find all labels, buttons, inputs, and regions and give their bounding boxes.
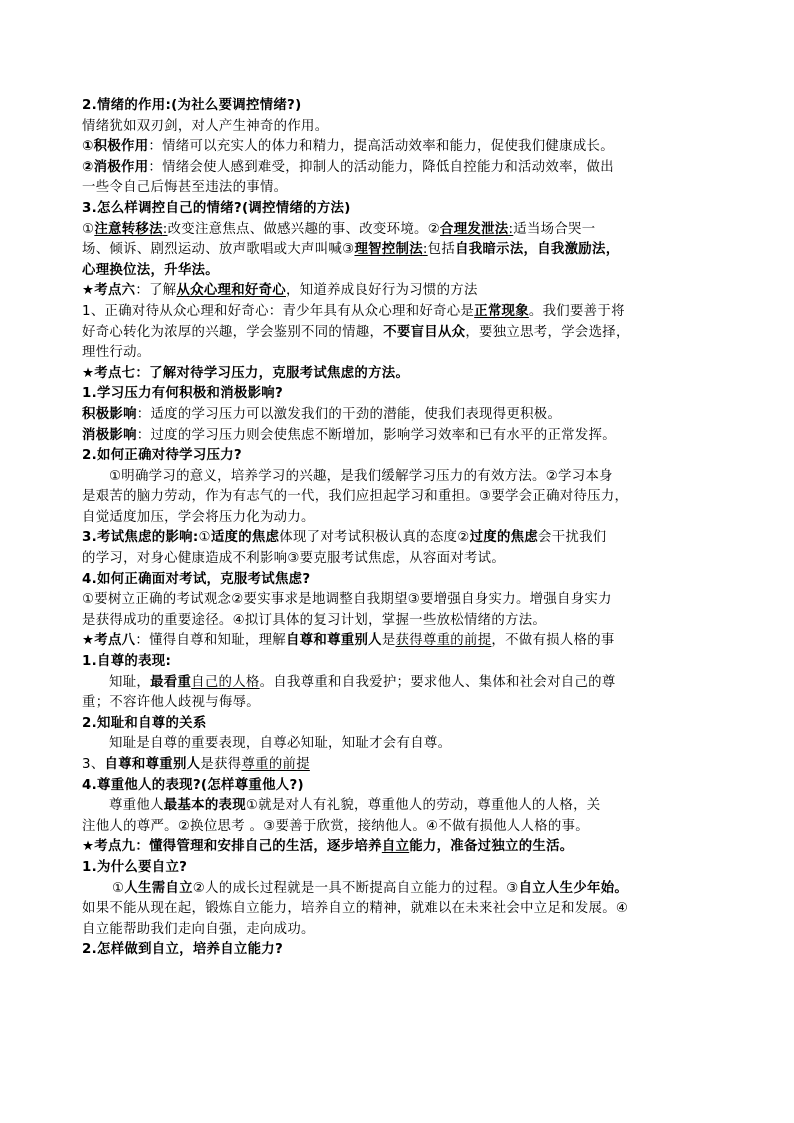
text-segment: ②人的成长过程就是一具不断提高自立能力的过程。③ — [192, 880, 519, 896]
text-segment: 适当场合哭一 — [513, 221, 596, 237]
text-line — [82, 199, 714, 220]
text-segment: 1.学习压力有何积极和消极影响? — [82, 386, 284, 402]
text-segment: ①积极作用 — [82, 139, 149, 155]
text-line — [82, 837, 714, 858]
text-line — [82, 817, 714, 838]
text-segment: ：了解 — [135, 283, 177, 299]
text-segment: 自己的人格 — [191, 674, 260, 690]
text-segment: 4.尊重他人的表现?(怎样尊重他人?) — [82, 777, 304, 793]
text-line — [82, 96, 714, 117]
text-segment: 。我们要善于将 — [528, 303, 625, 319]
text-segment: 尊重他人 — [109, 798, 164, 814]
text-line — [82, 178, 714, 199]
text-line — [82, 220, 714, 241]
text-segment: 自立人生少年始。 — [518, 880, 629, 896]
text-segment: 2.知耻和自尊的关系 — [82, 715, 207, 731]
text-segment: ②消极作用 — [82, 159, 149, 175]
text-line — [82, 426, 714, 447]
text-line — [82, 631, 714, 652]
text-line — [82, 364, 714, 385]
text-segment: 知耻是自尊的重要表现，自尊必知耻，知耻才会有自尊。 — [109, 736, 452, 752]
text-segment: ① — [198, 530, 211, 546]
text-segment: 如果不能从现在起，锻炼自立能力，培养自立的精神，就难以在未来社会中立足和发展。④ — [82, 901, 629, 917]
text-segment: ，不做有损人格的事 — [491, 633, 615, 649]
text-line — [82, 714, 714, 735]
text-segment: 1、正确对待从众心理和好奇心：青少年具有从众心理和好奇心是 — [82, 303, 475, 319]
text-line — [82, 590, 714, 611]
text-line — [82, 755, 714, 776]
text-segment: 1.为什么要自立? — [82, 859, 188, 875]
text-segment: 2.如何正确对待学习压力? — [82, 448, 242, 464]
text-segment: 从众心理和好奇心 — [176, 283, 286, 299]
text-segment: 是艰苦的脑力劳动，作为有志气的一代，我们应担起学习和重担。③要学会正确对待压力， — [82, 489, 629, 505]
text-segment: 自我暗示法，自我激励法， — [455, 242, 620, 258]
text-segment: ①明确学习的意义，培养学习的兴趣，是我们缓解学习压力的有效方法。②学习本身 — [109, 468, 613, 484]
text-segment: 自尊和尊重别人 — [104, 757, 201, 772]
text-segment: 改变注意焦点、做感兴趣的事、改变环境。② — [167, 221, 441, 237]
text-segment: 自立 — [381, 839, 410, 855]
text-segment: 1.自尊的表现: — [82, 654, 172, 670]
text-segment: 2.怎样做到自立，培养自立能力? — [82, 942, 284, 958]
text-segment: 不要盲目从众 — [383, 324, 466, 340]
text-segment: 4.如何正确面对考试，克服考试焦虑? — [82, 571, 311, 587]
text-segment: 3.考试焦虑的影响: — [82, 530, 199, 546]
text-segment: ：情绪可以充实人的体力和精力，提高活动效率和能力，促使我们健康成长。 — [148, 139, 614, 155]
text-line — [82, 796, 714, 817]
text-segment: 获得尊重的前提 — [395, 633, 492, 649]
text-line — [82, 467, 714, 488]
text-segment: 积极影响 — [82, 406, 137, 422]
text-segment: 自尊和尊重别人 — [286, 633, 382, 649]
text-segment: 自觉适度加压，学会将压力化为动力。 — [82, 509, 315, 525]
text-segment: 最基本的表现 — [163, 798, 246, 814]
text-line — [82, 920, 714, 941]
text-segment: ：过度的学习压力则会使焦虑不断增加，影响学习效率和已有水平的正常发挥。 — [136, 427, 616, 443]
text-line — [82, 405, 714, 426]
text-segment: 最看重 — [150, 674, 192, 690]
text-line — [82, 611, 714, 632]
text-segment: 尊重的前提 — [241, 757, 310, 772]
text-line — [82, 137, 714, 158]
text-segment: 一些令自己后悔甚至违法的事情。 — [82, 180, 288, 196]
text-line — [82, 323, 714, 344]
text-segment: ①就是对人有礼貌，尊重他人的劳动，尊重他人的人格，关 — [245, 798, 601, 814]
text-line — [82, 508, 714, 529]
text-segment: 场、倾诉、剧烈运动、放声歌唱或大声叫喊③ — [82, 242, 355, 258]
text-segment: 合理发泄法 — [440, 221, 509, 237]
text-segment: ①要树立正确的考试观念②要实事求是地调整自我期望③要增强自身实力。增强自身实力 — [82, 592, 612, 608]
text-segment: ★考点八 — [82, 633, 136, 649]
text-line — [82, 240, 714, 261]
text-segment: : — [162, 221, 168, 237]
text-segment: ★考点七：了解对待学习压力，克服考试焦虑的方法。 — [82, 365, 410, 381]
text-segment: 过度的焦虑 — [469, 530, 539, 546]
text-line — [82, 693, 714, 714]
text-segment: 会干扰我们 — [538, 530, 607, 546]
text-segment: : — [508, 221, 514, 237]
text-line — [82, 570, 714, 591]
text-line — [82, 734, 714, 755]
text-line — [82, 673, 714, 694]
text-segment: ：懂得自尊和知耻，理解 — [135, 633, 286, 649]
text-line — [82, 487, 714, 508]
text-line — [82, 549, 714, 570]
text-segment: 人生需自立 — [124, 880, 193, 896]
text-segment: 包括 — [427, 242, 456, 258]
text-segment: 是获得成功的重要途径。④拟订具体的复习计划，掌握一些放松情绪的方法。 — [82, 612, 547, 628]
text-segment: ，要独立思考，学会选择， — [465, 324, 630, 340]
text-segment: ① — [112, 880, 125, 896]
text-segment: ：情绪会使人感到难受，抑制人的活动能力，降低自控能力和活动效率，做出 — [148, 159, 614, 175]
text-segment: 理性行动。 — [82, 345, 151, 361]
text-segment: : — [422, 242, 428, 258]
text-segment: 是获得 — [200, 757, 242, 772]
text-line — [82, 384, 714, 405]
text-segment: 3、 — [82, 757, 105, 772]
text-segment: ：适度的学习压力可以激发我们的干劲的潜能，使我们表现得更积极。 — [136, 406, 562, 422]
text-segment: 能力，准备过独立的生活。 — [409, 839, 574, 855]
text-line — [82, 776, 714, 797]
text-segment: 3.怎么样调控自己的情绪?(调控情绪的方法) — [82, 200, 351, 216]
text-segment: 的学习，对身心健康造成不利影响③要克服考试焦虑，从容面对考试。 — [82, 551, 506, 567]
text-segment: 正常现象 — [474, 303, 529, 319]
text-line — [82, 158, 714, 179]
text-segment: 重；不容许他人歧视与侮辱。 — [82, 695, 260, 711]
text-segment: 心理换位法，升华法。 — [82, 262, 219, 278]
text-line — [82, 302, 714, 323]
text-line — [82, 446, 714, 467]
text-segment: 注意转移法 — [94, 221, 163, 237]
text-line — [82, 343, 714, 364]
text-segment: 2.情绪的作用:(为社么要调控情绪?) — [82, 98, 302, 113]
text-segment: 注他人的尊严。②换位思考 。③要善于欣赏，接纳他人。④不做有损他人人格的事。 — [82, 818, 589, 834]
text-segment: 消极影响 — [82, 427, 137, 443]
text-line — [82, 858, 714, 879]
text-segment: 是 — [381, 633, 396, 649]
text-line — [82, 879, 714, 900]
text-segment: ，知道养成良好行为习惯的方法 — [286, 283, 478, 299]
text-segment: 知耻， — [109, 674, 151, 690]
text-segment: ★考点六 — [82, 283, 136, 299]
text-segment: 自立能帮助我们走向自强，走向成功。 — [82, 921, 315, 937]
text-segment: 。自我尊重和自我爱护；要求他人、集体和社会对自己的尊 — [259, 674, 616, 690]
text-segment: ① — [82, 221, 95, 237]
text-line — [82, 281, 714, 302]
text-line — [82, 117, 714, 138]
text-line — [82, 940, 714, 961]
text-line — [82, 261, 714, 282]
text-segment: 理智控制法 — [354, 242, 423, 258]
text-line — [82, 528, 714, 549]
text-segment: 好奇心转化为浓厚的兴趣，学会鉴别不同的情趣， — [82, 324, 384, 340]
text-segment: ★考点九：懂得管理和安排自己的生活，逐步培养 — [82, 839, 382, 855]
text-segment: 情绪犹如双刃剑，对人产生神奇的作用。 — [82, 118, 329, 134]
text-segment: 适度的焦虑 — [210, 530, 280, 546]
document-page — [82, 96, 714, 961]
text-line — [82, 899, 714, 920]
text-segment: 体现了对考试积极认真的态度② — [279, 530, 470, 546]
text-line — [82, 652, 714, 673]
